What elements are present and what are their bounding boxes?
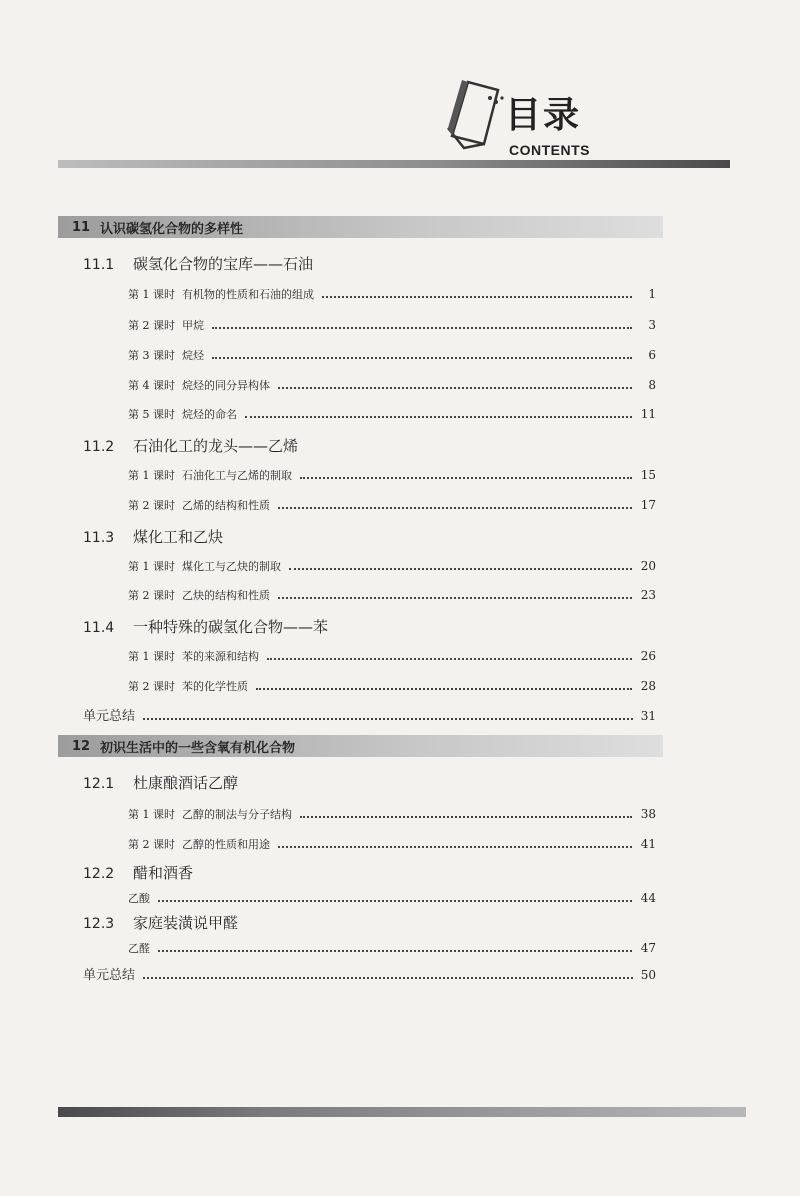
section-title: 醋和酒香	[133, 864, 194, 882]
leader-dots	[256, 688, 632, 690]
page-number: 38	[640, 807, 656, 821]
item-title: 乙醛	[128, 942, 150, 955]
leader-dots	[158, 950, 632, 952]
lesson-label: 第 1 课时	[128, 560, 175, 573]
lesson-label: 第 5 课时	[128, 408, 175, 421]
section-title: 石油化工的龙头——乙烯	[133, 437, 299, 455]
toc-entry[interactable]	[128, 890, 656, 906]
lesson-title: 有机物的性质和石油的组成	[182, 288, 314, 301]
lesson-label: 第 2 课时	[128, 680, 175, 693]
toc-entry[interactable]	[128, 678, 656, 694]
lesson-title: 乙烯的结构和性质	[182, 499, 270, 512]
lesson-title: 苯的化学性质	[182, 680, 248, 693]
lesson-title: 苯的来源和结构	[182, 650, 259, 663]
leader-dots	[143, 718, 633, 720]
header-divider	[58, 160, 730, 168]
page-number: 26	[640, 649, 656, 663]
page-number: 20	[640, 559, 656, 573]
section-heading[interactable]	[83, 253, 313, 274]
page-number: 41	[640, 837, 656, 851]
toc-entry[interactable]	[128, 806, 656, 822]
leader-dots	[278, 507, 632, 509]
lesson-label: 第 2 课时	[128, 499, 175, 512]
book-icon	[444, 76, 506, 154]
toc-entry[interactable]	[128, 406, 656, 422]
lesson-label: 第 2 课时	[128, 838, 175, 851]
lesson-label: 第 1 课时	[128, 808, 175, 821]
lesson-title: 乙醇的性质和用途	[182, 838, 270, 851]
toc-entry[interactable]	[128, 317, 656, 333]
section-heading[interactable]	[83, 435, 298, 456]
leader-dots	[245, 416, 632, 418]
page-number: 50	[640, 968, 656, 982]
toc-entry[interactable]	[128, 286, 656, 302]
lesson-label: 第 2 课时	[128, 589, 175, 602]
section-number: 11.4	[83, 620, 115, 636]
toc-entry[interactable]	[128, 648, 656, 664]
lesson-title: 甲烷	[182, 319, 204, 332]
leader-dots	[278, 846, 632, 848]
lesson-label: 第 1 课时	[128, 469, 175, 482]
unit-title: 认识碳氢化合物的多样性	[100, 221, 244, 237]
leader-dots	[267, 658, 632, 660]
toc-entry[interactable]	[128, 467, 656, 483]
page-number: 1	[648, 287, 656, 301]
lesson-title: 石油化工与乙烯的制取	[182, 469, 292, 482]
lesson-label: 第 3 课时	[128, 349, 175, 362]
leader-dots	[322, 296, 632, 298]
leader-dots	[212, 357, 632, 359]
leader-dots	[300, 816, 632, 818]
leader-dots	[278, 387, 632, 389]
section-number: 11.2	[83, 439, 115, 455]
unit-number: 12	[72, 738, 91, 754]
lesson-label: 第 1 课时	[128, 288, 175, 301]
section-number: 12.3	[83, 916, 115, 932]
lesson-title: 乙炔的结构和性质	[182, 589, 270, 602]
leader-dots	[289, 568, 632, 570]
unit-number: 11	[72, 219, 91, 235]
lesson-label: 第 4 课时	[128, 379, 175, 392]
leader-dots	[278, 597, 632, 599]
section-heading[interactable]	[83, 862, 193, 883]
page-number: 31	[640, 709, 656, 723]
lesson-title: 煤化工与乙炔的制取	[182, 560, 281, 573]
page-subtitle: CONTENTS	[509, 142, 590, 158]
page-number: 3	[648, 318, 656, 332]
page-number: 11	[640, 407, 656, 421]
page-number: 47	[640, 941, 656, 955]
section-heading[interactable]	[83, 526, 223, 547]
toc-entry[interactable]	[128, 940, 656, 956]
page-number: 44	[640, 891, 656, 905]
unit-title: 初识生活中的一些含氧有机化合物	[100, 740, 296, 756]
lesson-title: 烷烃的同分异构体	[182, 379, 270, 392]
section-title: 家庭装潢说甲醛	[133, 914, 239, 932]
section-heading[interactable]	[83, 912, 238, 933]
section-number: 12.2	[83, 866, 115, 882]
section-title: 一种特殊的碳氢化合物——苯	[133, 618, 329, 636]
section-title: 煤化工和乙炔	[133, 528, 224, 546]
section-number: 12.1	[83, 776, 115, 792]
leader-dots	[158, 900, 632, 902]
page-number: 15	[640, 468, 656, 482]
toc-entry[interactable]	[128, 347, 656, 363]
footer-divider	[58, 1107, 746, 1117]
page-number: 17	[640, 498, 656, 512]
leader-dots	[300, 477, 632, 479]
section-title: 碳氢化合物的宝库——石油	[133, 255, 314, 273]
leader-dots	[143, 977, 633, 979]
toc-entry[interactable]	[128, 497, 656, 513]
page-number: 23	[640, 588, 656, 602]
leader-dots	[212, 327, 632, 329]
page-number: 8	[648, 378, 656, 392]
page-number: 6	[648, 348, 656, 362]
section-heading[interactable]	[83, 616, 328, 637]
toc-entry[interactable]	[128, 558, 656, 574]
section-number: 11.3	[83, 530, 115, 546]
lesson-title: 烷烃的命名	[182, 408, 237, 421]
section-number: 11.1	[83, 257, 115, 273]
unit-header	[58, 216, 663, 238]
summary-title: 单元总结	[83, 709, 136, 724]
lesson-label: 第 2 课时	[128, 319, 175, 332]
lesson-title: 乙醇的制法与分子结构	[182, 808, 292, 821]
unit-summary-entry[interactable]	[83, 705, 656, 724]
section-heading[interactable]	[83, 772, 238, 793]
section-title: 杜康酿酒话乙醇	[133, 774, 239, 792]
page-number: 28	[640, 679, 656, 693]
toc-entry[interactable]	[128, 377, 656, 393]
toc-entry[interactable]	[128, 587, 656, 603]
item-title: 乙酸	[128, 892, 150, 905]
unit-header	[58, 735, 663, 757]
lesson-label: 第 1 课时	[128, 650, 175, 663]
summary-title: 单元总结	[83, 968, 136, 983]
unit-summary-entry[interactable]	[83, 964, 656, 983]
toc-entry[interactable]	[128, 836, 656, 852]
lesson-title: 烷烃	[182, 349, 204, 362]
page-title: 目录	[505, 95, 582, 136]
